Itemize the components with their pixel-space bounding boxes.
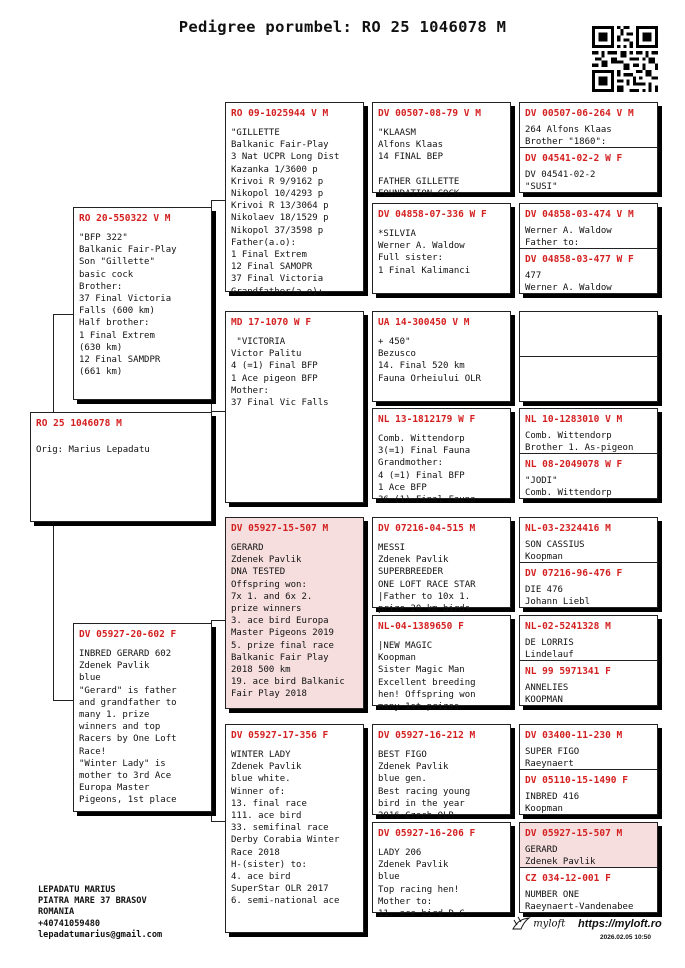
dam-ring: DV 05927-20-602 F	[79, 629, 177, 640]
owner-country: ROMANIA	[38, 907, 75, 918]
sire-sire-text: "GILLETTE Balkanic Fair-Play 3 Nat UCPR Long Dist Kazanka 1/3600 p Krivoi R 9/9162 p Nikopol 10/4293 p Krivoi R 13/3064 p Nikolaev 18/1529 p Nikopol 37/3598 p Father(a.o): 1 Final Extrem 12 Final SAMOPR 37 Final Victoria Grandfather(a.o):	[231, 128, 340, 297]
gen3-text-7: BEST FIGO Zdenek Pavlik blue gen. Best racing young bird in the year 2016 Czech OLR	[378, 750, 471, 822]
pigeon-icon	[512, 916, 530, 932]
gen4-pair-7[interactable]	[519, 724, 658, 815]
dam-sire-ring: DV 05927-15-507 M	[231, 523, 329, 534]
gen3-ring-8: DV 05927-16-206 F	[378, 828, 476, 839]
connector-sire-gen2	[211, 200, 226, 412]
gen3-ring-3: UA 14-300450 V M	[378, 317, 470, 328]
gen4-slot-4[interactable]	[520, 248, 657, 294]
gen4-text-10: DIE 476 Johann Liebl	[525, 585, 591, 608]
gen4-slot-9[interactable]	[520, 518, 657, 562]
dam-dam-ring: DV 05927-17-356 F	[231, 730, 329, 741]
gen4-ring-16: CZ 034-12-001 F	[525, 873, 611, 884]
gen3-card-8[interactable]	[372, 822, 511, 920]
gen4-slot-12[interactable]	[520, 660, 657, 706]
sire-sire-card[interactable]	[225, 102, 364, 297]
dam-dam-text: WINTER LADY Zdenek Pavlik blue white. Winner of: 13. final race 111. ace bird 33. semifinal race Derby Corabia Winter Race 2018 H-(sister) to: 4. ace bird SuperStar OLR 2017 6. semi-national ace	[231, 750, 340, 907]
sire-ring: RO 20-550322 V M	[79, 213, 171, 224]
sire-dam-card[interactable]	[225, 311, 364, 503]
gen4-pair-5[interactable]	[519, 517, 658, 608]
gen3-card-4[interactable]	[372, 408, 511, 506]
owner-address: PIATRA MARE 37 BRASOV	[38, 896, 147, 907]
gen3-ring-7: DV 05927-16-212 M	[378, 730, 476, 741]
dam-card[interactable]	[73, 623, 212, 812]
dam-dam-card[interactable]	[225, 724, 364, 933]
gen3-text-3: + 450" Bezusco 14. Final 520 km Fauna Orheiului OLR	[378, 337, 481, 384]
connector-dam-v	[53, 522, 54, 700]
gen3-ring-1: DV 00507-08-79 V M	[378, 108, 481, 119]
owner-email: lepadatumarius@gmail.com	[38, 929, 163, 940]
gen3-card-3[interactable]	[372, 311, 511, 402]
gen3-ring-6: NL-04-1389650 F	[378, 621, 464, 632]
gen4-ring-4: DV 04858-03-477 W F	[525, 254, 634, 265]
gen4-slot-15[interactable]	[520, 823, 657, 867]
gen4-ring-1: DV 00507-06-264 V M	[525, 108, 634, 119]
gen4-text-16: NUMBER ONE Raeynaert-Vandenabee	[525, 890, 634, 913]
gen4-ring-7: NL 10-1283010 V M	[525, 414, 623, 425]
dam-text: INBRED GERARD 602 Zdenek Pavlik blue "Gerard" is father and grandfather to many 1. prize winners and top Racers by One Loft Race! "Winter Lady" is mother to 3rd Ace Europa Master Pigeons, 1st place	[79, 649, 177, 806]
gen4-text-1: 264 Alfons Klaas Brother "1860":	[525, 125, 612, 148]
gen4-ring-11: NL-02-5241328 M	[525, 621, 611, 632]
gen3-card-5[interactable]	[372, 517, 511, 615]
gen4-text-4: 477 Werner A. Waldow	[525, 271, 612, 294]
gen4-text-13: SUPER FIGO Raeynaert	[525, 747, 580, 770]
gen4-ring-9: NL-03-2324416 M	[525, 523, 611, 534]
gen4-pair-4[interactable]	[519, 408, 658, 499]
connector-sire-v	[53, 314, 54, 412]
gen4-ring-12: NL 99 5971341 F	[525, 666, 611, 677]
gen4-slot-16[interactable]	[520, 867, 657, 913]
subject-card[interactable]	[30, 412, 212, 522]
gen4-slot-1[interactable]	[520, 103, 657, 147]
gen4-text-7: Comb. Wittendorp Brother 1. As-pigeon	[525, 431, 634, 454]
site-link[interactable]: https://myloft.ro	[578, 918, 662, 930]
gen3-card-2[interactable]	[372, 203, 511, 294]
owner-name: LEPADATU MARIUS	[38, 885, 116, 895]
gen4-pair-3[interactable]	[519, 311, 658, 402]
gen4-text-12: ANNELIES KOOPMAN	[525, 683, 569, 706]
gen4-ring-3: DV 04858-03-474 V M	[525, 209, 634, 220]
gen4-ring-14: DV 05110-15-1490 F	[525, 775, 628, 786]
gen4-ring-10: DV 07216-96-476 F	[525, 568, 623, 579]
owner-phone: +40741059480	[38, 918, 101, 929]
gen3-text-1: "KLAASM Alfons Klaas 14 FINAL BEP FATHER GILLETTE FOUNDATION COCK	[378, 128, 460, 200]
gen4-slot-5[interactable]	[520, 312, 657, 356]
gen3-ring-2: DV 04858-07-336 W F	[378, 209, 487, 220]
gen4-ring-13: DV 03400-11-230 M	[525, 730, 623, 741]
dam-sire-card[interactable]	[225, 517, 364, 709]
gen4-text-2: DV 04541-02-2 "SUSI"	[525, 170, 596, 193]
gen3-text-5: MESSI Zdenek Pavlik SUPERBREEDER ONE LOFT RACE STAR |Father to 10x 1. prize 20 km birds	[378, 543, 476, 615]
gen4-ring-8: NL 08-2049078 W F	[525, 459, 623, 470]
logo-text: myloft	[533, 918, 566, 930]
gen4-pair-6[interactable]	[519, 615, 658, 706]
gen4-slot-13[interactable]	[520, 725, 657, 769]
gen4-slot-10[interactable]	[520, 562, 657, 608]
gen3-card-7[interactable]	[372, 724, 511, 822]
gen4-pair-1[interactable]	[519, 102, 658, 193]
gen4-text-8: "JODI" Comb. Wittendorp	[525, 476, 612, 499]
myloft-logo	[512, 916, 565, 932]
print-timestamp: 2026.02.05 10:50	[600, 934, 651, 941]
sire-sire-ring: RO 09-1025944 V M	[231, 108, 329, 119]
owner-info	[38, 885, 162, 941]
gen4-slot-2[interactable]	[520, 147, 657, 193]
connector-dam-gen2	[211, 620, 226, 822]
gen4-slot-7[interactable]	[520, 409, 657, 453]
gen3-ring-4: NL 13-1812179 W F	[378, 414, 476, 425]
gen4-pair-2[interactable]	[519, 203, 658, 294]
sire-card[interactable]	[73, 207, 212, 400]
gen3-text-2: *SILVIA Werner A. Waldow Full sister: 1 Final Kalimanci	[378, 229, 471, 276]
sire-dam-ring: MD 17-1070 W F	[231, 317, 312, 328]
dam-sire-text: GERARD Zdenek Pavlik DNA TESTED Offspring won: 7x 1. and 6x 2. prize winners 3. ace bird Europa Master Pigeons 2019 5. prize final race Balkanic Fair Play 2018 500 km 19. ace bird Balkanic Fair Play 2018	[231, 543, 345, 700]
gen4-pair-8[interactable]	[519, 822, 658, 913]
connector-dam-h	[53, 700, 73, 701]
gen4-ring-15: DV 05927-15-507 M	[525, 828, 623, 839]
gen4-text-11: DE LORRIS Lindelauf	[525, 638, 574, 661]
gen4-text-9: SON CASSIUS Koopman	[525, 540, 585, 563]
gen4-slot-14[interactable]	[520, 769, 657, 815]
gen4-text-15: GERARD Zdenek Pavlik	[525, 845, 596, 868]
subject-ring: RO 25 1046078 M	[36, 418, 122, 429]
gen4-slot-8[interactable]	[520, 453, 657, 499]
gen3-text-8: LADY 206 Zdenek Pavlik blue Top racing hen! Mother to: 11. ace bird D.C.	[378, 848, 471, 920]
connector-subject-sire-h	[53, 314, 73, 315]
connector-subject-sire	[53, 400, 73, 412]
gen4-text-3: Werner A. Waldow Father to:	[525, 226, 612, 249]
gen4-slot-11[interactable]	[520, 616, 657, 660]
sire-dam-text: "VICTORIA Victor Palitu 4 (=1) Final BFP 1 Ace pigeon BFP Mother: 37 Final Vic Falls	[231, 337, 329, 409]
gen3-card-1[interactable]	[372, 102, 511, 200]
subject-text: Orig: Marius Lepadatu	[36, 445, 150, 455]
gen4-ring-2: DV 04541-02-2 W F	[525, 153, 623, 164]
gen3-text-6: |NEW MAGIC Koopman Sister Magic Man Excellent breeding hen! Offspring won many 1st prizes	[378, 641, 476, 713]
gen4-slot-6[interactable]	[520, 356, 657, 402]
gen3-ring-5: DV 07216-04-515 M	[378, 523, 476, 534]
qr-code	[592, 26, 658, 92]
gen4-slot-3[interactable]	[520, 204, 657, 248]
sire-text: "BFP 322" Balkanic Fair-Play Son "Gillette" basic cock Brother: 37 Final Victoria Falls (600 km) Half brother: 1 Final Extrem (630 km) 12 Final SAMDPR (661 km)	[79, 233, 177, 378]
gen4-text-14: INBRED 416 Koopman	[525, 792, 580, 815]
page-title: Pedigree porumbel: RO 25 1046078 M	[178, 18, 507, 36]
gen3-card-6[interactable]	[372, 615, 511, 713]
gen3-text-4: Comb. Wittendorp 3(=1) Final Fauna Grandmother: 4 (=1) Final BFP 1 Ace BFP 36 (1) Final Fauna	[378, 434, 476, 506]
